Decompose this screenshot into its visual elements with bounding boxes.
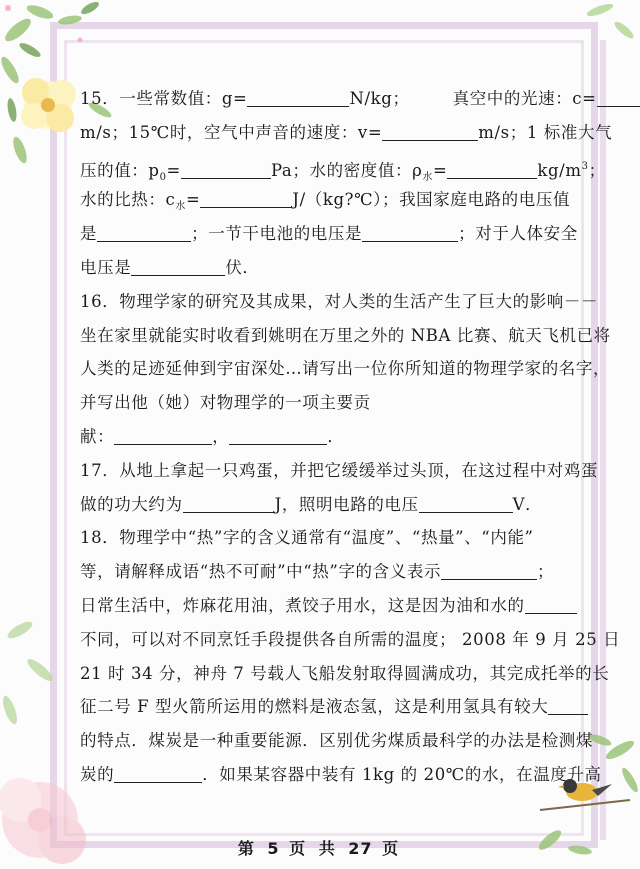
answer-blank [97, 223, 191, 242]
line-text: 17．从地上拿起一只鸡蛋，并把它缓缓举过头顶，在这过程中对鸡蛋 [80, 460, 599, 480]
line-text: ．如果某容器中装有 1kg 的 20℃的水，在温度升高 [202, 764, 602, 784]
line-text: kg/m [537, 160, 582, 180]
line-text: V． [512, 494, 543, 514]
text-line [80, 724, 593, 758]
line-text: = [185, 190, 201, 210]
line-text: ． [327, 426, 345, 446]
answer-blank [114, 426, 212, 445]
text-line [80, 488, 570, 522]
text-line [80, 589, 570, 623]
answer-blank [525, 595, 577, 614]
text-line [80, 657, 610, 691]
line-text: 是 [80, 224, 98, 244]
line-text: 的特点．煤炭是一种重要能源．区别优劣煤质最科学的办法是检测煤 [80, 731, 593, 751]
line-text: 做的功大约为 [80, 494, 183, 514]
line-text: ；对于人体安全 [458, 224, 578, 244]
answer-blank [382, 122, 478, 141]
subscript-text: 0 [159, 171, 167, 183]
footer-prefix: 第 [237, 839, 258, 858]
line-text: ；一节干电池的电压是 [191, 224, 363, 244]
text-line [80, 319, 611, 353]
text-line [80, 116, 613, 150]
answer-blank [114, 764, 202, 783]
answer-blank [362, 223, 458, 242]
text-line [80, 454, 599, 488]
page-footer [0, 836, 640, 859]
answer-blank [131, 257, 225, 276]
answer-blank [441, 561, 537, 580]
line-text: 电压是 [80, 257, 132, 277]
document-body [80, 82, 621, 792]
line-text: 16．物理学家的研究及其成果，对人类的生活产生了巨大的影响－－ [80, 291, 599, 311]
text-line [80, 352, 611, 386]
text-line [80, 251, 570, 285]
footer-suffix: 页 [382, 839, 403, 858]
answer-blank [200, 189, 292, 208]
text-line [80, 150, 606, 184]
leaf-decoration-top-right [560, 0, 640, 70]
answer-blank [419, 494, 513, 513]
line-text: 日常生活中，炸麻花用油，煮饺子用水，这是因为油和水的 [80, 595, 525, 615]
text-line [80, 386, 570, 420]
answer-blank [183, 494, 275, 513]
line-text: 压的值：p [80, 160, 160, 180]
answer-blank [597, 88, 640, 107]
line-text: 献： [80, 426, 115, 446]
text-line [80, 82, 597, 116]
line-text: 15．一些常数值：g= [80, 89, 248, 108]
line-text: = [166, 160, 181, 180]
line-text: 18．物理学中“热”字的含义通常有“温度”、“热量”、“内能” [80, 528, 534, 548]
line-text: m/s；1 标准大气 [478, 122, 613, 142]
footer-middle: 页 共 [289, 839, 339, 858]
line-text: ； [537, 562, 555, 582]
answer-blank [181, 160, 271, 179]
line-text: = [432, 160, 448, 180]
line-text: 并写出他（她）对物理学的一项主要贡 [80, 393, 371, 413]
line-text: 征二号 F 型火箭所运用的燃料是液态氢，这是利用氢具有较大 [80, 697, 549, 717]
current-page-number: 5 [267, 839, 280, 858]
text-line [80, 285, 599, 319]
text-line [80, 690, 570, 724]
line-text: 人类的足迹延伸到宇宙深处…请写出一位你所知道的物理学家的名字， [80, 359, 611, 379]
line-text: 水的比热：c [80, 190, 176, 210]
line-text: m/s；15℃时，空气中声音的速度：v= [80, 122, 383, 142]
line-text: 坐在家里就能实时收看到姚明在万里之外的 NBA 比赛、航天飞机已将 [80, 325, 611, 345]
line-text: N/kg； 真空中的光速：c= [349, 89, 597, 108]
text-line [80, 758, 602, 792]
text-line [80, 555, 570, 589]
answer-blank [548, 696, 588, 715]
total-page-count: 27 [348, 839, 373, 858]
line-text: ； [588, 160, 606, 180]
text-line [80, 183, 570, 217]
text-line [80, 420, 570, 454]
line-text: 不同，可以对不同烹饪手段提供各自所需的温度； 2008 年 9 月 25 日 [80, 629, 621, 649]
subscript-text: 水 [422, 171, 433, 183]
line-text: 炭的 [80, 764, 115, 784]
line-text: J/（kg?℃）；我国家庭电路的电压值 [292, 190, 571, 210]
answer-blank [229, 426, 327, 445]
line-text: J，照明电路的电压 [274, 494, 419, 514]
subscript-text: 水 [175, 201, 186, 213]
answer-blank [247, 88, 349, 107]
text-line [80, 623, 621, 657]
superscript-text: 3 [581, 160, 589, 172]
line-text: ， [212, 426, 230, 446]
answer-blank [447, 160, 537, 179]
line-text: 伏． [225, 257, 260, 277]
line-text: 等，请解释成语“热不可耐”中“热”字的含义表示 [80, 562, 442, 582]
text-line [80, 521, 570, 555]
line-text: 21 时 34 分，神舟 7 号载人飞船发射取得圆满成功，其完成托举的长 [80, 663, 610, 683]
text-line [80, 217, 578, 251]
line-text: Pa；水的密度值：ρ [270, 160, 423, 180]
